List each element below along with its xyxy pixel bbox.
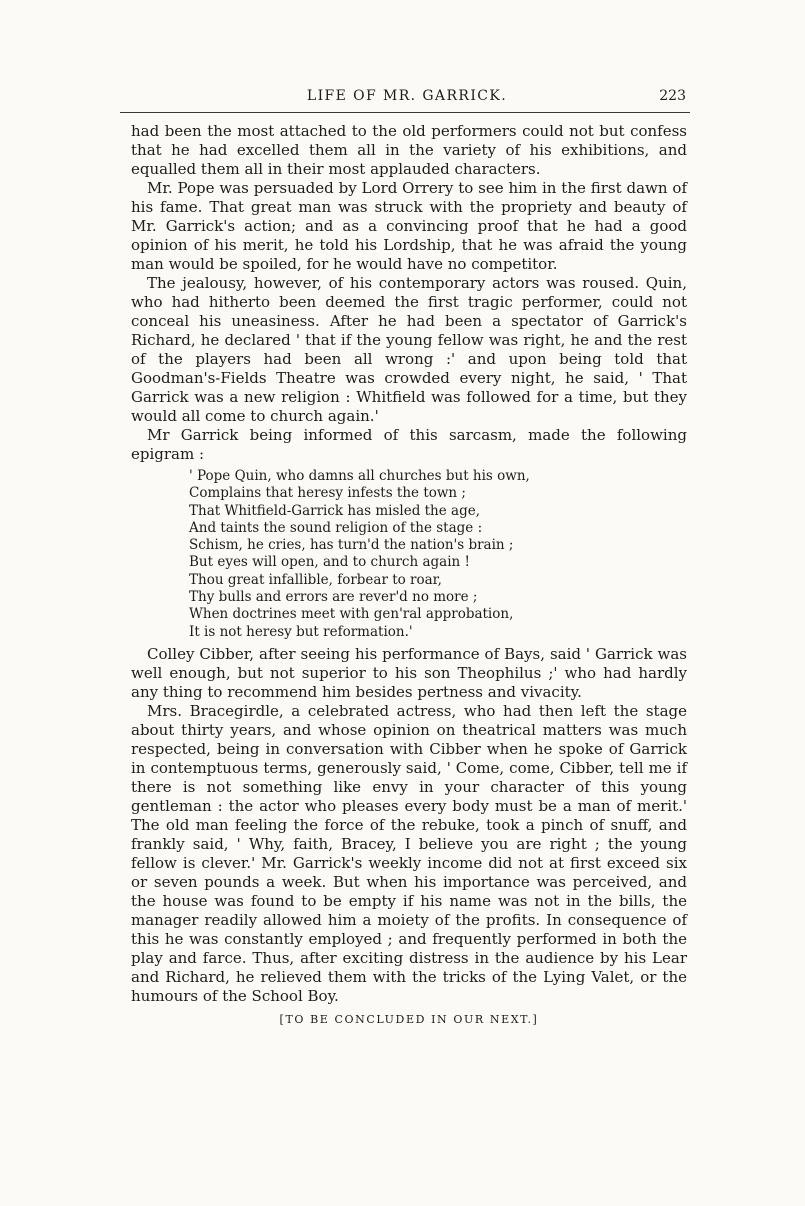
paragraph: Colley Cibber, after seeing his performance of Bays, said ' Garrick was well enough, but not superior to his son Theophilus ;' who had hardly any thing to recommend him besides pertness and vivacity. xyxy=(131,644,687,701)
epigram-line: ' Pope Quin, who damns all churches but his own, xyxy=(189,468,530,484)
paragraph: Mr. Pope was persuaded by Lord Orrery to see him in the first dawn of his fame. That great man was struck with the propriety and beauty of Mr. Garrick's action; and as a convincing proof that he had a good opinion of his merit, he told his Lordship, that he was afraid the young man would be spoiled, for he would have no competitor. xyxy=(131,179,687,273)
epigram-line: Thou great infallible, forbear to roar, xyxy=(189,571,442,588)
paragraph: Mrs. Bracegirdle, a celebrated actress, who had then left the stage about thirty years, and whose opinion on theatrical matters was much respected, being in conversation with Cibber when he spoke of Garrick in contemptuous terms, generously said, ' Come, come, Cibber, tell me if there is not something like envy in your character of this young gentleman : the actor who pleases every body must be a man of merit.' The old man feeling the force of the rebuke, took a pinch of snuff, and frankly said, ' Why, faith, Bracey, I believe you are right ; the young fellow is clever.' Mr. Garrick's weekly income did not at first exceed six or seven pounds a week. But when his importance was perceived, and the house was found to be empty if his name was not in the bills, the manager readily allowed him a moiety of the profits. In consequence of this he was constantly employed ; and frequently performed in both the play and farce. Thus, after exciting distress in the audience by his Lear and Richard, he relieved them with the tricks of the Lying Valet, or the humours of the School Boy. xyxy=(131,701,687,1005)
paragraph: The jealousy, however, of his contemporary actors was roused. Quin, who had hitherto been deemed the first tragic performer, could not conceal his uneasiness. After he had been a spectator of Garrick's Richard, he declared ' that if the young fellow was right, he and the rest of the players had been all wrong :' and upon being told that Goodman's-Fields Theatre was crowded every night, he said, ' That Garrick was a new religion : Whitfield was followed for a time, but they would all come to church again.' xyxy=(131,274,687,425)
continuation-note: [TO BE CONCLUDED IN OUR NEXT.] xyxy=(279,1012,539,1026)
header-rule xyxy=(120,112,690,113)
epigram-line: But eyes will open, and to church again ! xyxy=(189,554,470,571)
epigram-line: That Whitfield-Garrick has misled the age, xyxy=(189,502,481,519)
paragraph: had been the most attached to the old performers could not but confess that he had excelled them all in the variety of his exhibitions, and equalled them all in their most applauded characters. xyxy=(131,122,687,178)
running-head: LIFE OF MR. GARRICK. xyxy=(306,88,508,104)
page-number: 223 xyxy=(659,88,686,104)
page-header xyxy=(128,88,686,110)
epigram xyxy=(189,468,687,641)
body-text xyxy=(131,122,687,1029)
epigram-line: And taints the sound religion of the stage : xyxy=(189,519,483,536)
epigram-line: Complains that heresy infests the town ; xyxy=(189,485,466,502)
epigram-line: Schism, he cries, has turn'd the nation's brain ; xyxy=(189,537,514,554)
epigram-line: When doctrines meet with gen'ral approbation, xyxy=(189,606,514,623)
epigram-line: Thy bulls and errors are rever'd no more ; xyxy=(189,589,478,606)
paragraph: Mr Garrick being informed of this sarcasm, made the following epigram : xyxy=(131,426,687,463)
epigram-line: It is not heresy but reformation.' xyxy=(189,623,413,640)
